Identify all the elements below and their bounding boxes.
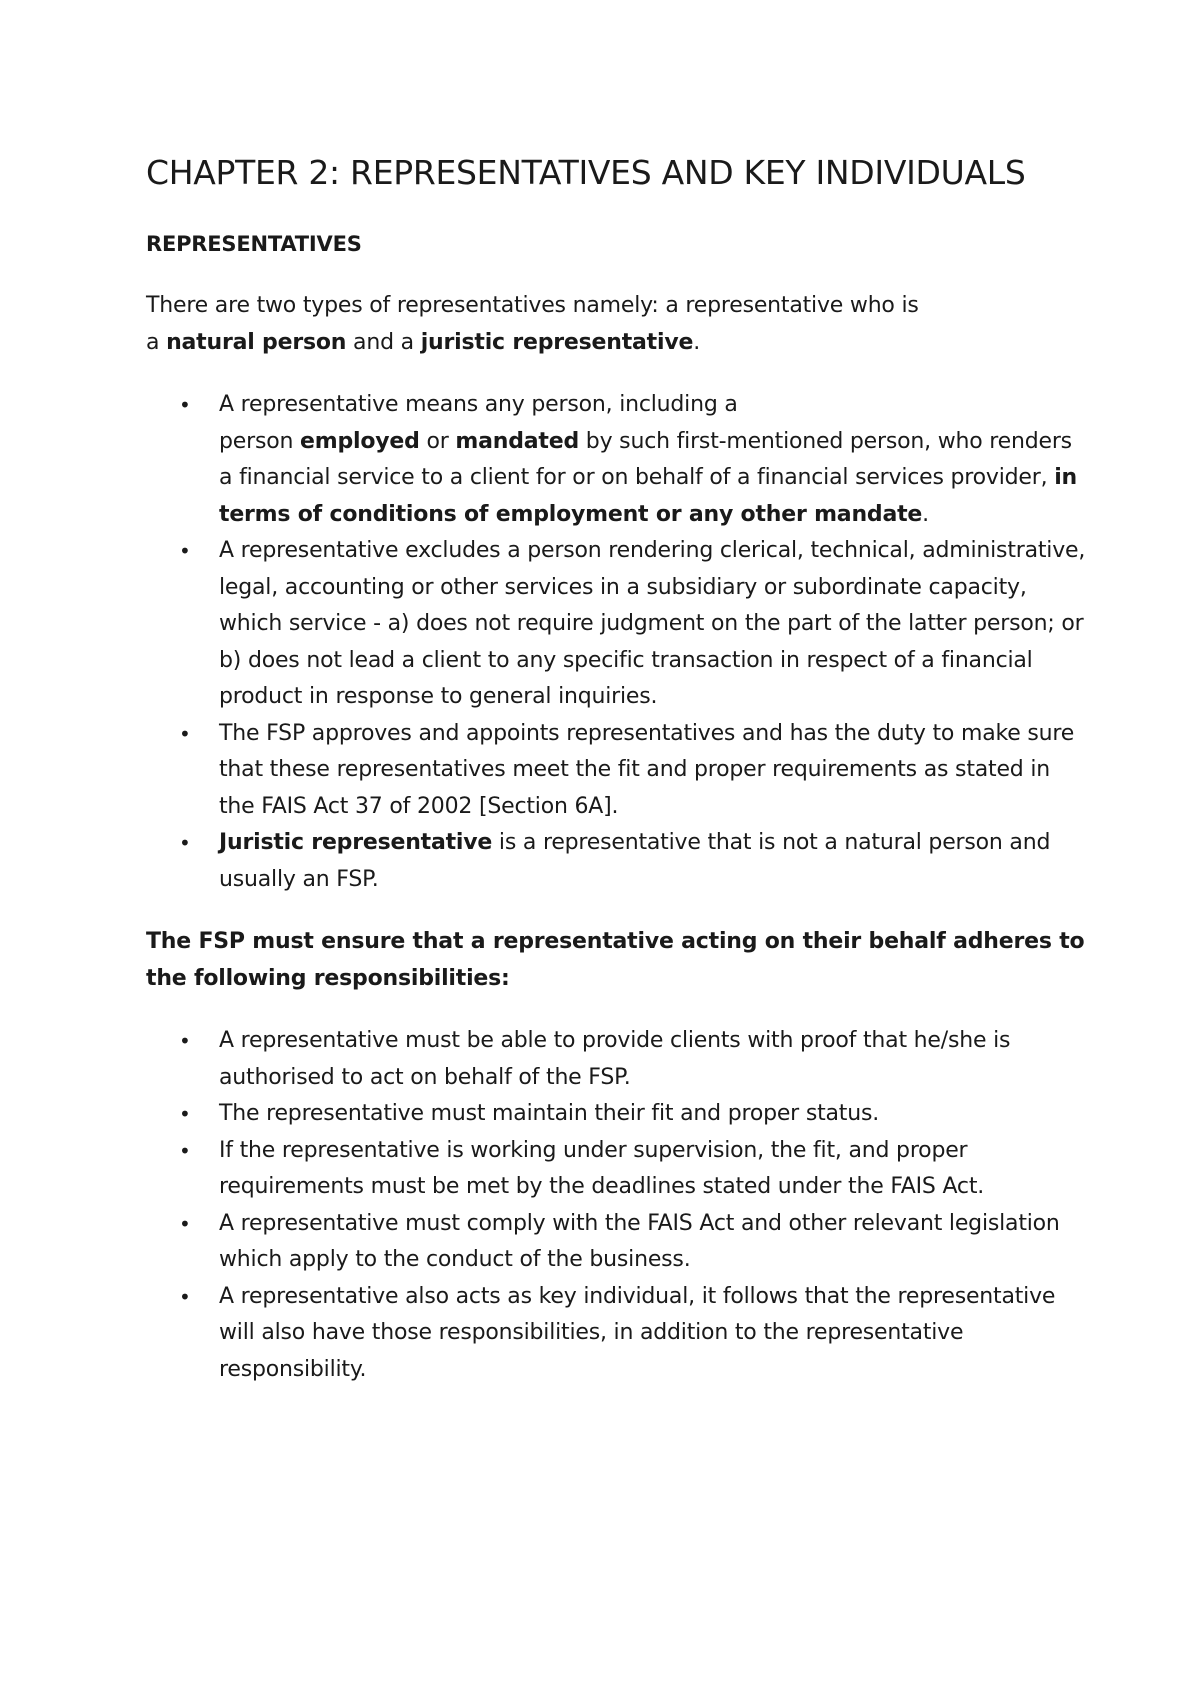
list-item — [179, 1279, 1086, 1389]
b1-text3: by such first-mentioned person, who renders a financial service to a client for or on behalf of a financial services provider, — [219, 428, 1072, 490]
b1-end: . — [922, 501, 929, 527]
b1-employed: employed — [300, 428, 420, 454]
bullet-icon: • — [179, 831, 191, 855]
b2-text: A representative excludes a person rendering clerical, technical, administrative, legal, accounting or other services in a subsidiary or subordinate capacity, which service - a) does not require judgment on the part of the latter person; or b) does not lead a client to any specific transaction in respect of a financial product in response to general inquiries. — [219, 538, 1086, 709]
intro-a: a — [146, 329, 167, 355]
b1-bold-tail: in terms of conditions of employment or any other mandate — [219, 465, 1077, 527]
bullet-icon: • — [179, 721, 191, 746]
intro-and-a: and a — [346, 329, 421, 355]
list-item — [179, 1206, 1086, 1279]
list-item — [179, 716, 1086, 826]
responsibilities-heading: The FSP must ensure that a representative acting on their behalf adheres to the following responsibilities: — [146, 929, 1085, 991]
list-item — [179, 1023, 1086, 1096]
b3-text: The FSP approves and appoints representatives and has the duty to make sure that these representatives meet the fit and proper requirements as stated in the FAIS Act 37 of 2002 [Section 6A]. — [219, 720, 1075, 819]
b1-or: or — [419, 428, 456, 454]
document-page — [146, 150, 1086, 1388]
bullet-icon: • — [179, 1211, 191, 1236]
resp-text: A representative also acts as key individual, it follows that the representative will also have those responsibilities, in addition to the representative responsibility. — [219, 1283, 1056, 1382]
list-item — [179, 1096, 1086, 1133]
responsibilities-list — [146, 1023, 1086, 1388]
b1-text2: person — [219, 428, 301, 454]
intro-paragraph — [146, 288, 1086, 361]
section-heading: REPRESENTATIVES — [146, 232, 362, 256]
list-item — [179, 533, 1086, 716]
intro-period: . — [693, 329, 700, 355]
b1-text1: A representative means any person, including a — [219, 392, 738, 417]
list-item — [179, 387, 1086, 533]
b4-rest: is a representative that is not a natural person and usually an FSP. — [219, 830, 1051, 892]
intro-juristic-representative: juristic representative — [420, 329, 694, 355]
bullet-icon: • — [179, 1029, 191, 1053]
resp-text: A representative must comply with the FAIS Act and other relevant legislation which apply to the conduct of the business. — [219, 1210, 1060, 1272]
bullet-icon: • — [179, 1138, 191, 1163]
bullet-icon: • — [179, 539, 191, 563]
bullet-icon: • — [179, 1284, 191, 1309]
chapter-title: CHAPTER 2: REPRESENTATIVES AND KEY INDIVIDUALS — [146, 153, 1026, 192]
list-item — [179, 1133, 1086, 1206]
resp-text: The representative must maintain their fit and proper status. — [219, 1101, 880, 1126]
bullet-icon: • — [179, 393, 191, 417]
intro-line1: There are two types of representatives namely: a representative who is — [146, 293, 919, 318]
bullet-icon: • — [179, 1102, 191, 1126]
resp-text: A representative must be able to provide clients with proof that he/she is authorised to act on behalf of the FSP. — [219, 1028, 1011, 1090]
intro-natural-person: natural person — [166, 329, 347, 355]
list-item — [179, 825, 1086, 898]
b4-bold: Juristic representative — [219, 830, 493, 855]
resp-text: If the representative is working under supervision, the fit, and proper requirements must be met by the deadlines stated under the FAIS Act. — [219, 1137, 985, 1199]
b1-mandated: mandated — [455, 428, 580, 454]
representatives-list — [146, 387, 1086, 898]
